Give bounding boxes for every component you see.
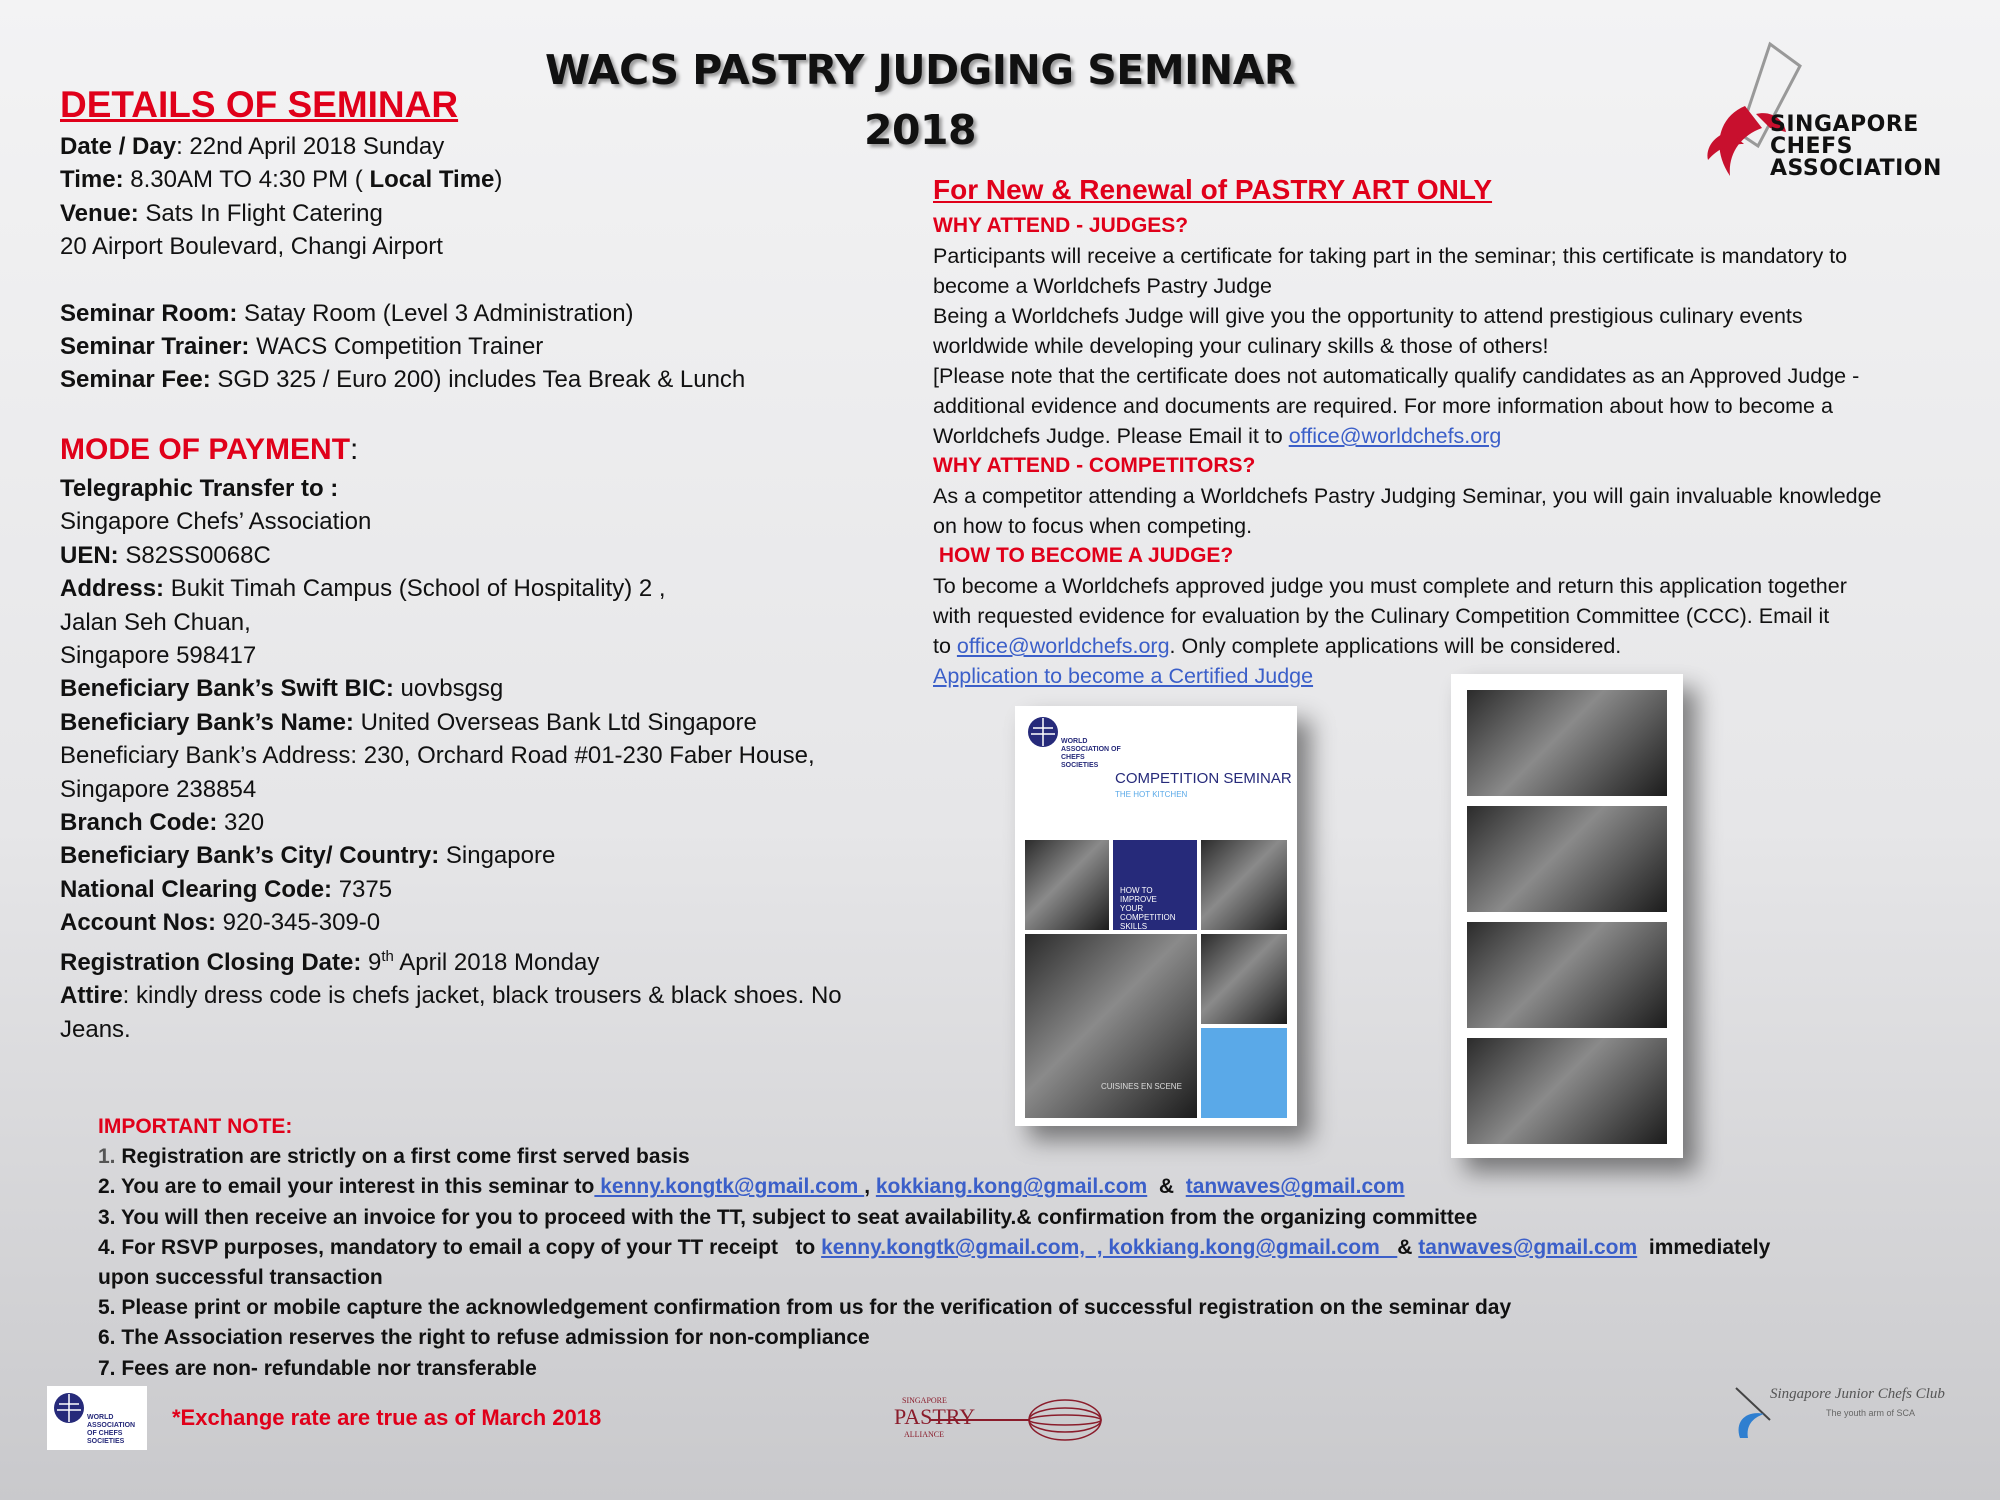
- brochure-caption: CUISINES EN SCENE: [1101, 1082, 1182, 1091]
- venue-line-2: 20 Airport Boulevard, Changi Airport: [60, 233, 443, 261]
- competition-photo: [1467, 922, 1667, 1028]
- brochure-photo: [1201, 840, 1287, 930]
- competitors-line: on how to focus when competing.: [933, 514, 1253, 538]
- become-judge-heading: HOW TO BECOME A JUDGE?: [933, 544, 1234, 567]
- details-heading: DETAILS OF SEMINAR: [60, 84, 459, 125]
- junior-chefs-logo: [1730, 1380, 1945, 1442]
- sca-logo-line-1: SINGAPORE: [1770, 112, 1919, 137]
- junior-logo-line-2: The youth arm of SCA: [1826, 1408, 1916, 1418]
- note-4-line-2: upon successful transaction: [98, 1266, 383, 1290]
- application-link[interactable]: Application to become a Certified Judge: [933, 664, 1314, 688]
- competitors-heading: WHY ATTEND - COMPETITORS?: [933, 454, 1256, 477]
- city-line: Beneficiary Bank’s City/ Country: Singapore: [60, 842, 556, 870]
- bank-address-line-2: Singapore 238854: [60, 775, 257, 803]
- judges-heading: WHY ATTEND - JUDGES?: [933, 214, 1189, 237]
- wacs-logo-text: WORLD ASSOCIATION OF CHEFS SOCIETIES: [87, 1414, 136, 1445]
- judges-line: become a Worldchefs Pastry Judge: [933, 274, 1272, 298]
- pastry-heading: For New & Renewal of PASTRY ART ONLY: [933, 174, 1493, 205]
- attire-line: Attire: kindly dress code is chefs jacket, black trousers & black shoes. No: [60, 982, 842, 1010]
- clearing-line: National Clearing Code: 7375: [60, 875, 393, 903]
- pastry-info-section: [933, 169, 1973, 691]
- judges-text: [933, 241, 1973, 451]
- note-7: 7. Fees are non- refundable nor transferable: [98, 1356, 537, 1380]
- note-6: 6. The Association reserves the right to refuse admission for non-compliance: [98, 1326, 870, 1350]
- title-line-2: 2018: [863, 106, 977, 154]
- judges-email-line: Worldchefs Judge. Please Email it to office@worldchefs.org: [933, 424, 1502, 448]
- competitors-line: As a competitor attending a Worldchefs Pastry Judging Seminar, you will gain invaluable knowledge: [933, 484, 1882, 508]
- pastry-alliance-logo: [890, 1390, 1104, 1450]
- account-line: Account Nos: 920-345-309-0: [60, 909, 381, 937]
- address-line-3: Singapore 598417: [60, 642, 257, 670]
- swift-line: Beneficiary Bank’s Swift BIC: uovbsgsg: [60, 675, 504, 703]
- junior-logo-line-1: Singapore Junior Chefs Club: [1770, 1386, 1945, 1402]
- date-line: Date / Day: 22nd April 2018 Sunday: [60, 133, 445, 160]
- tt-label: Telegraphic Transfer to :: [60, 475, 339, 502]
- competition-photo: [1467, 690, 1667, 796]
- wacs-globe-icon: [1025, 714, 1061, 750]
- note-3: 3. You will then receive an invoice for you to proceed with the TT, subject to seat availability.& confirmation from the organizing committee: [98, 1205, 1478, 1229]
- photo-strip: [1451, 674, 1683, 1158]
- email-link-kokkiang[interactable]: kokkiang.kong@gmail.com: [875, 1175, 1148, 1199]
- pastry-logo-bottom: ALLIANCE: [904, 1430, 944, 1439]
- email-link-kenny[interactable]: kenny.kongtk@gmail.com: [594, 1175, 865, 1199]
- exchange-rate-note: *Exchange rate are true as of March 2018: [172, 1405, 602, 1430]
- title-line-1: WACS PASTRY JUDGING SEMINAR: [544, 46, 1295, 94]
- brochure-box-text: HOW TO IMPROVE YOUR COMPETITION SKILLS: [1120, 886, 1176, 931]
- bank-name-line: Beneficiary Bank’s Name: United Overseas Bank Ltd Singapore: [60, 708, 757, 736]
- wacs-logo: [47, 1386, 147, 1450]
- judges-line: Participants will receive a certificate for taking part in the seminar; this certificate is mandatory to: [933, 244, 1848, 268]
- become-line: with requested evidence for evaluation by the Culinary Competition Committee (CCC). Email it: [933, 604, 1830, 628]
- brochure-photo: [1025, 840, 1109, 930]
- brochure-photo: [1201, 934, 1287, 1024]
- sca-logo-line-3: ASSOCIATION: [1770, 156, 1942, 181]
- bank-address-line: Beneficiary Bank’s Address: 230, Orchard Road #01-230 Faber House,: [60, 742, 815, 770]
- fee-line: Seminar Fee: SGD 325 / Euro 200) includes Tea Break & Lunch: [60, 366, 746, 394]
- become-line: To become a Worldchefs approved judge you must complete and return this application together: [933, 574, 1847, 598]
- details-section: [60, 80, 900, 397]
- sca-logo: [1700, 36, 1942, 186]
- wacs-emblem-icon: [51, 1390, 87, 1426]
- brochure-subtitle: THE HOT KITCHEN: [1115, 790, 1188, 799]
- note-1: 1. Registration are strictly on a first come first served basis: [98, 1145, 690, 1169]
- note-4: 4. For RSVP purposes, mandatory to email a copy of your TT receipt to kenny.kongtk@gmail.com, , kokkiang.kong@gmail.com & tanwaves@gmail.com immediately: [98, 1235, 1771, 1259]
- payee: Singapore Chefs’ Association: [60, 508, 372, 536]
- become-email-line: to office@worldchefs.org. Only complete applications will be considered.: [933, 634, 1622, 658]
- closing-date-line: Registration Closing Date: 9th April 2018 Monday: [60, 947, 600, 976]
- brochure-image: [1015, 706, 1297, 1126]
- address-line-2: Jalan Seh Chuan,: [60, 608, 251, 636]
- competition-photo: [1467, 806, 1667, 912]
- important-notes: [98, 1112, 1898, 1384]
- room-line: Seminar Room: Satay Room (Level 3 Administration): [60, 299, 634, 327]
- brochure-title: COMPETITION SEMINAR: [1115, 770, 1292, 787]
- venue-line: Venue: Sats In Flight Catering: [60, 199, 383, 227]
- uen-line: UEN: S82SS0068C: [60, 541, 271, 569]
- note-2: 2. You are to email your interest in this seminar to kenny.kongtk@gmail.com , kokkiang.kong@gmail.com & tanwaves@gmail.com: [98, 1175, 1405, 1199]
- worldchefs-email-link-2[interactable]: office@worldchefs.org: [956, 634, 1170, 658]
- branch-line: Branch Code: 320: [60, 809, 265, 837]
- payment-section: [60, 428, 900, 1046]
- worldchefs-email-link[interactable]: office@worldchefs.org: [1288, 424, 1502, 448]
- judges-line: additional evidence and documents are required. For more information about how to become a: [933, 394, 1833, 418]
- payment-heading: MODE OF PAYMENT:: [60, 433, 359, 466]
- note-5: 5. Please print or mobile capture the acknowledgement confirmation from us for the verification of successful registration on the seminar day: [98, 1296, 1512, 1320]
- attire-line-2: Jeans.: [60, 1015, 131, 1043]
- notes-heading: IMPORTANT NOTE:: [98, 1115, 293, 1138]
- pastry-logo-top: SINGAPORE: [902, 1396, 947, 1405]
- brochure-sky-block: [1201, 1028, 1287, 1118]
- email-link-tanwaves[interactable]: tanwaves@gmail.com: [1185, 1175, 1405, 1199]
- email-link-rsvp-tanwaves[interactable]: tanwaves@gmail.com: [1418, 1235, 1638, 1259]
- sca-logo-line-2: CHEFS: [1770, 134, 1853, 159]
- brochure-org: WORLD ASSOCIATION OF CHEFS SOCIETIES: [1061, 738, 1121, 769]
- judges-line: [Please note that the certificate does not automatically qualify candidates as an Approved Judge -: [933, 364, 1860, 388]
- time-line: Time: 8.30AM TO 4:30 PM ( Local Time): [60, 166, 503, 194]
- email-link-rsvp[interactable]: kenny.kongtk@gmail.com, , kokkiang.kong@gmail.com: [821, 1235, 1398, 1259]
- trainer-line: Seminar Trainer: WACS Competition Trainer: [60, 333, 544, 361]
- pastry-logo-main: PASTRY: [894, 1404, 976, 1429]
- brochure-box: [1113, 840, 1197, 930]
- judges-line: Being a Worldchefs Judge will give you the opportunity to attend prestigious culinary events: [933, 304, 1803, 328]
- judges-line: worldwide while developing your culinary skills & those of others!: [933, 334, 1549, 358]
- address-line: Address: Bukit Timah Campus (School of Hospitality) 2 ,: [60, 575, 666, 603]
